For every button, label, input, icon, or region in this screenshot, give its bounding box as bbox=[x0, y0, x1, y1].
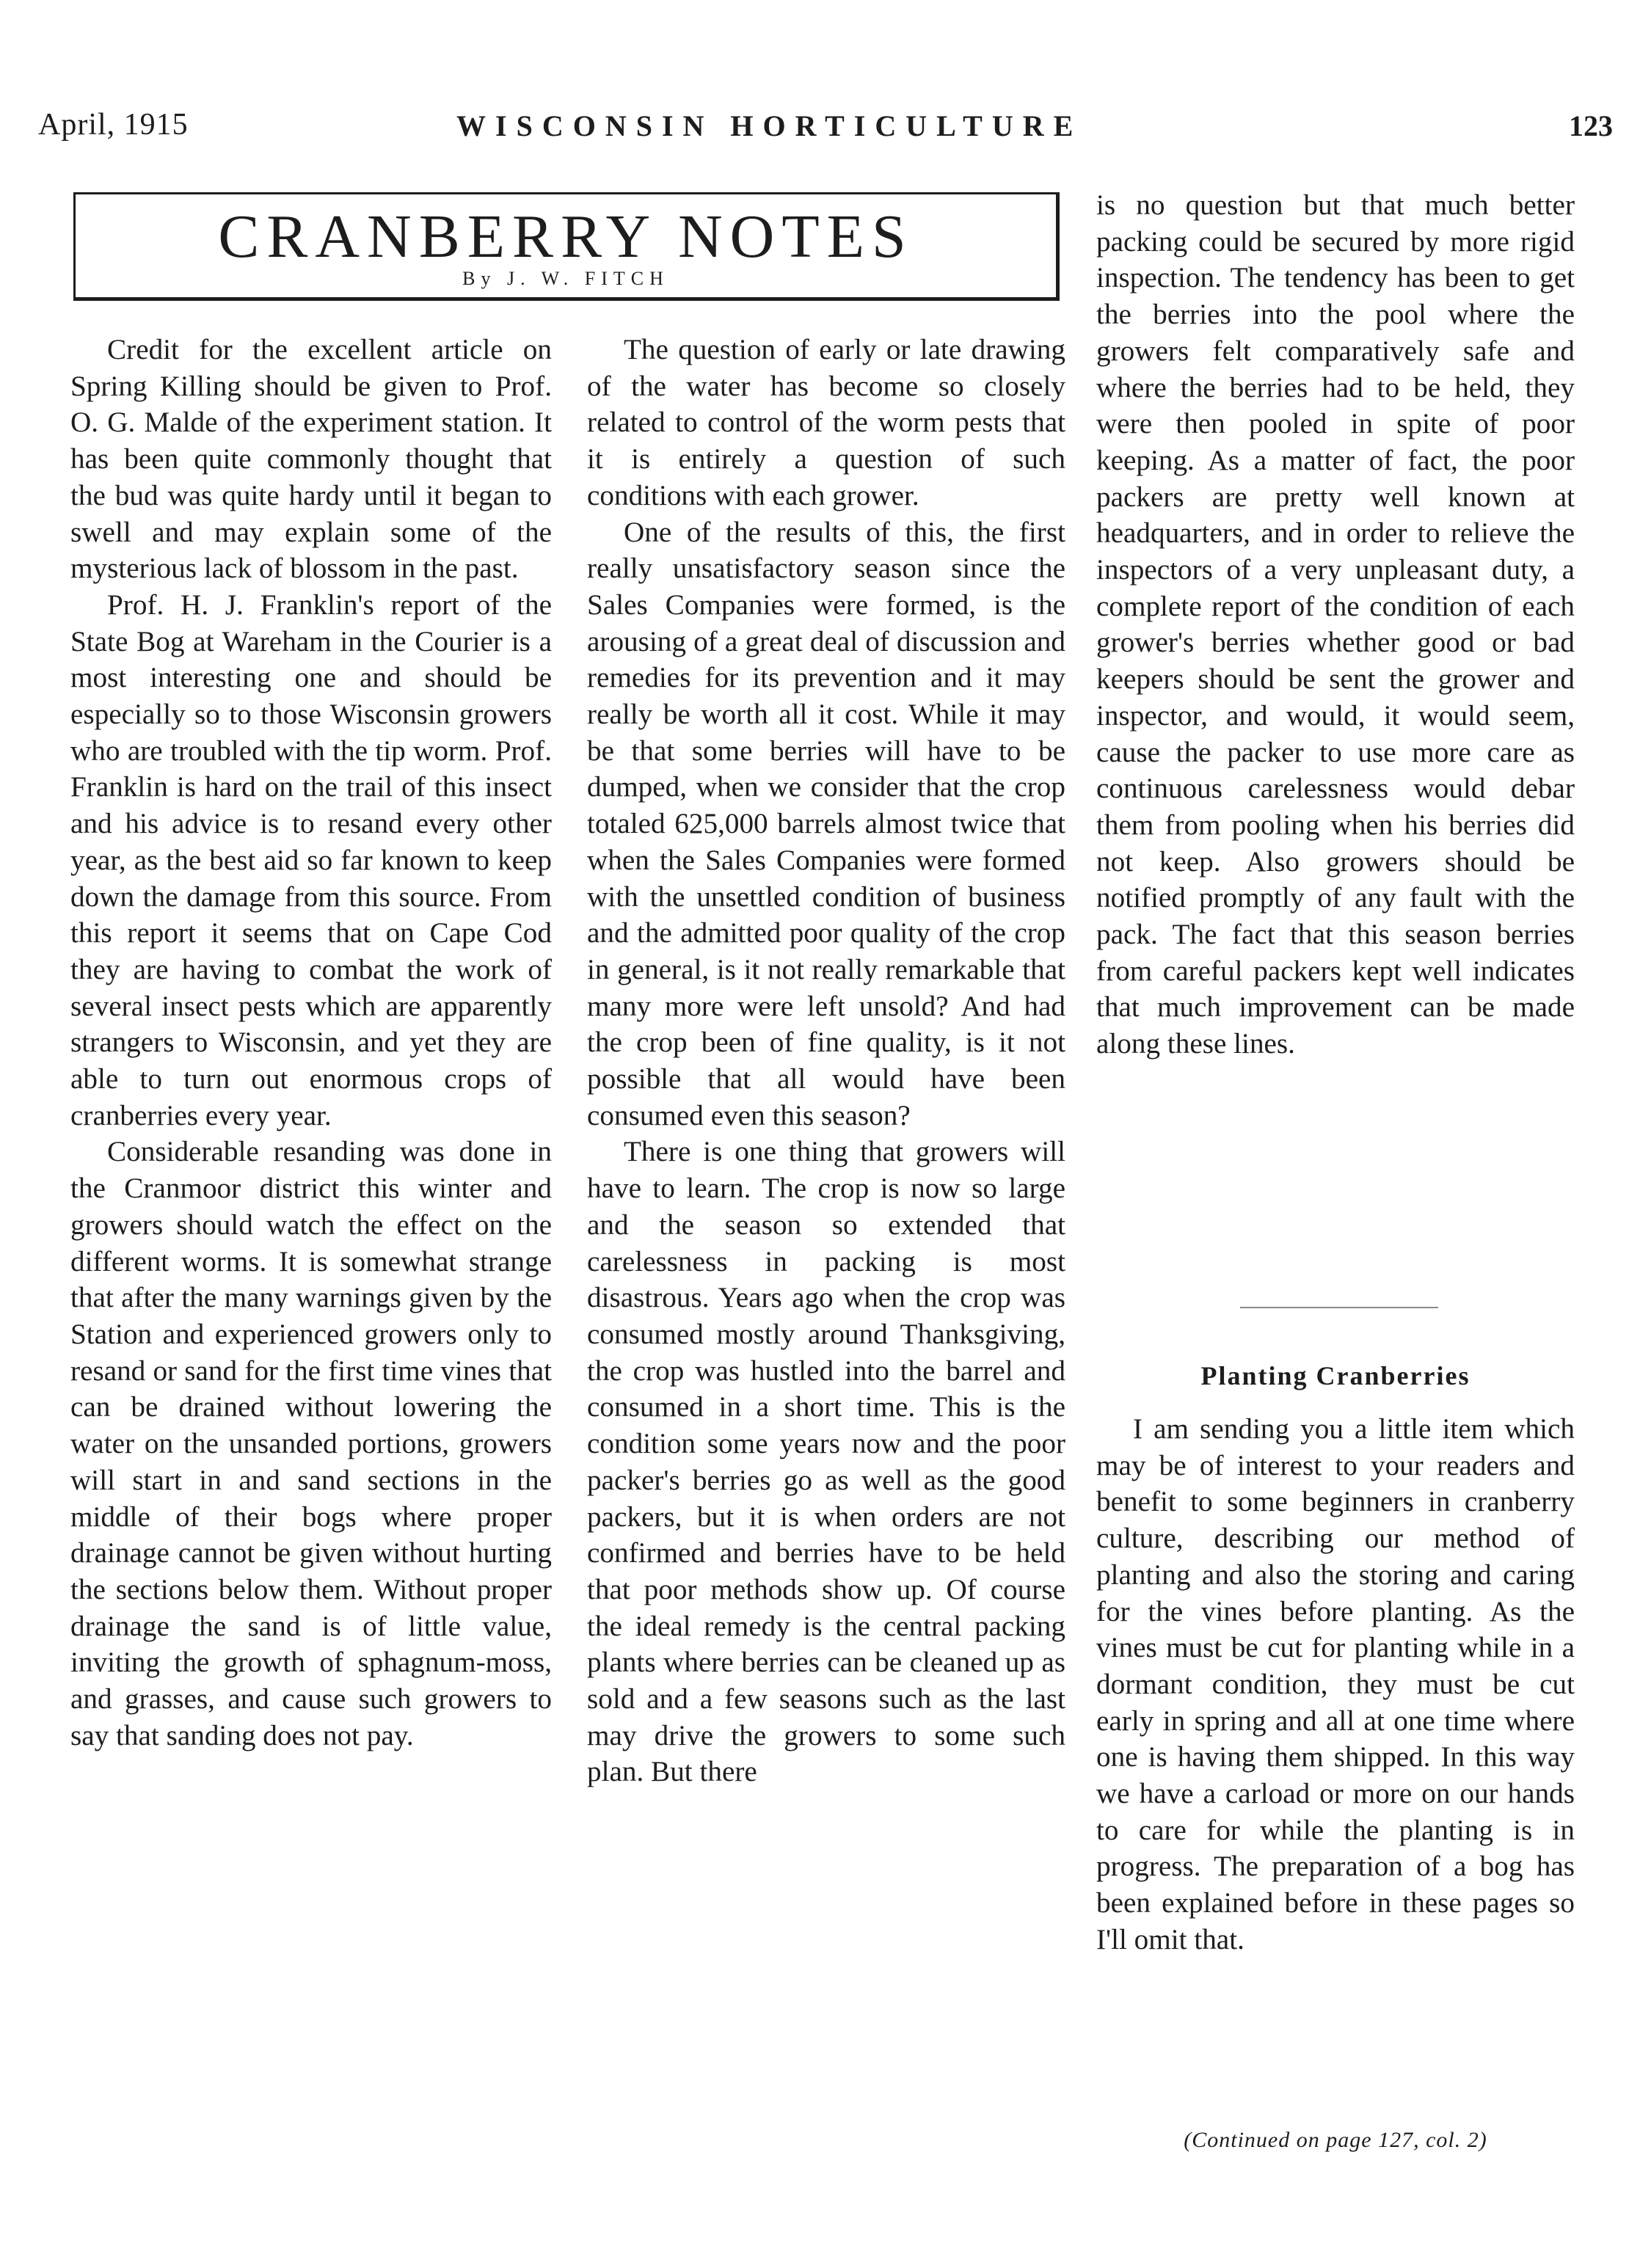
running-header bbox=[38, 107, 1613, 151]
paragraph: Prof. H. J. Franklin's report of the State Bog at Wareham in the Courier is a most interesting one and should be especially so to those Wisconsin growers who are troubled with the tip worm. Prof. Franklin is hard on the trail of this insect and his advice is to resand every other year, as the best aid so far known to keep down the damage from this source. From this report it seems that on Cape Cod they are having to combat the work of several insect pests which are apparently strangers to Wisconsin, and yet they are able to turn out enormous crops of cranberries every year. bbox=[70, 588, 552, 1131]
section-heading: Planting Cranberries bbox=[1200, 1361, 1470, 1390]
paragraph: The question of early or late drawing of the water has become so closely related to control of the worm pests that it is entirely a question of such conditions with each grower. bbox=[587, 334, 1065, 511]
journal-title: WISCONSIN HORTICULTURE bbox=[456, 109, 1083, 142]
planting-section bbox=[1096, 1411, 1575, 1958]
paragraph: There is one thing that growers will have to learn. The crop is now so large and the season so extended that carelessness in packing is most disastrous. Years ago when the crop was consumed mostly around Thanksgiving, the crop was hustled into the barrel and consumed in a short time. This is the condition some years now and the poor packer's berries go as well as the good packers, but it is when orders are not confirmed and berries have to be held that poor methods show up. Of course the ideal remedy is the central packing plants where berries can be cleaned up as sold and a few seasons such as the last may drive the growers to some such plan. But there bbox=[587, 1136, 1065, 1788]
paragraph: Considerable resanding was done in the Cranmoor district this winter and growers should watch the effect on the different worms. It is somewhat strange that after the many warnings given by the Station and experienced growers only to resand or sand for the first time vines that can be drained without lowering the water on the unsanded portions, growers will start in and sand sections in the middle of their bogs where proper drainage cannot be given without hurting the sections below them. Without proper drainage the sand is of little value, inviting the growth of sphagnum-moss, and grasses, and cause such growers to say that sanding does not pay. bbox=[70, 1136, 552, 1751]
column-1 bbox=[70, 332, 552, 1754]
column-2 bbox=[587, 332, 1065, 1790]
article-title: CRANBERRY NOTES bbox=[218, 203, 914, 271]
continuation-note: (Continued on page 127, col. 2) bbox=[1184, 2128, 1487, 2152]
paragraph-continued: is no question but that much better packing could be secured by more rigid inspection. The tendency has been to get the berries into the pool where the growers felt comparatively safe and where the berries had to be held, they were then pooled in spite of poor keeping. As a matter of fact, the poor packers are pretty well known at headquarters, and in order to relieve the inspectors of a very unpleasant duty, a complete report of the condition of each grower's berries whether good or bad keepers should be sent the grower and inspector, and would, it would seem, cause the packer to use more care as continuous carelessness would debar them from pooling when his berries did not keep. Also growers should be notified promptly of any fault with the pack. The fact that this season berries from careful packers kept well indicates that much improvement can be made along these lines. bbox=[1096, 189, 1575, 1060]
column-3 bbox=[1096, 187, 1575, 1062]
article-title-box bbox=[73, 192, 1060, 301]
article-byline: By J. W. FITCH bbox=[462, 268, 669, 289]
paragraph: Credit for the excellent article on Spring Killing should be given to Prof. O. G. Malde of the experiment station. It has been quite commonly thought that the bud was quite hardy until it began to swell and may explain some of the mysterious lack of blossom in the past. bbox=[70, 334, 552, 585]
page-number: 123 bbox=[1569, 109, 1613, 142]
paragraph: I am sending you a little item which may be of interest to your readers and benefit to some beginners in cranberry culture, describing our method of planting and also the storing and caring for the vines before planting. As the vines must be cut for planting while in a dormant condition, they must be cut early in spring and all at one time where one is having them shipped. In this way we have a carload or more on our hands to care for while the planting is in progress. The preparation of a bog has been explained before in these pages so I'll omit that. bbox=[1096, 1413, 1575, 1955]
paragraph: One of the results of this, the first really unsatisfactory season since the Sales Companies were formed, is the arousing of a great deal of discussion and remedies for its prevention and it may really be worth all it cost. While it may be that some berries will have to be dumped, when we consider that the crop totaled 625,000 barrels almost twice that when the Sales Companies were formed with the unsettled condition of business and the admitted poor quality of the crop in general, is it not really remarkable that many more were left unsold? And had the crop been of fine quality, is it not possible that all would have been consumed even this season? bbox=[587, 516, 1065, 1131]
issue-date: April, 1915 bbox=[38, 108, 189, 142]
section-divider bbox=[1240, 1307, 1438, 1308]
